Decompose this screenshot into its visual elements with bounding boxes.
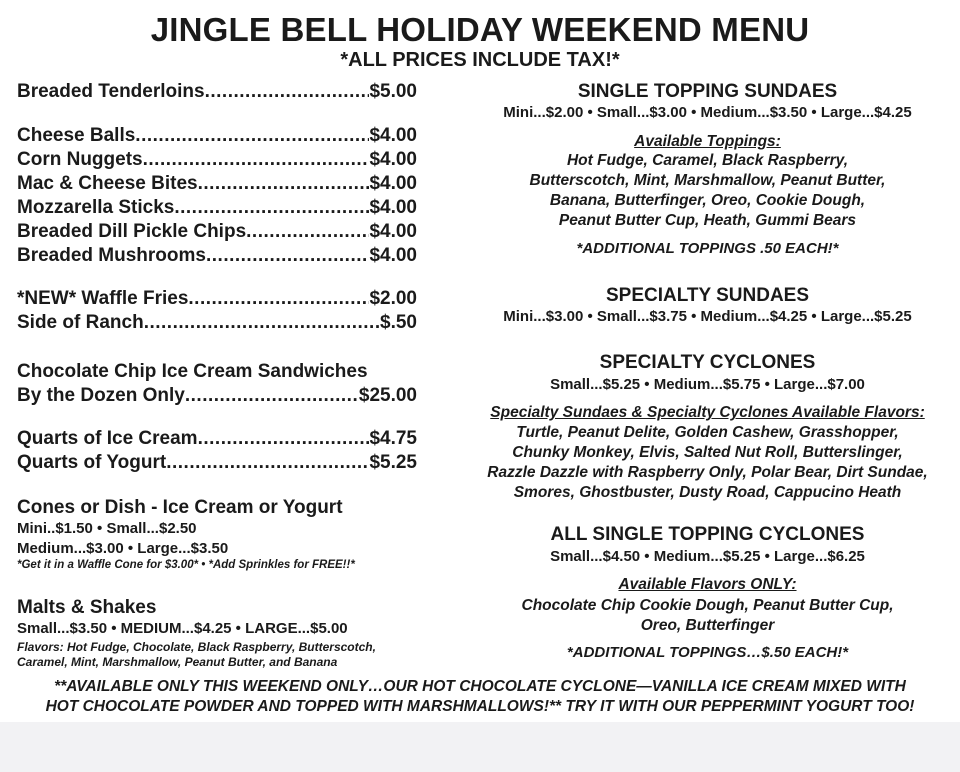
single-cyclones-prices: Small...$4.50 • Medium...$5.25 • Large...$6.25 (550, 548, 865, 565)
topping-line: Hot Fudge, Caramel, Black Raspberry, (566, 152, 849, 169)
leader-dots (166, 451, 369, 475)
menu-item-sandwich-dozen (17, 384, 417, 408)
item-name: *NEW* Waffle Fries (17, 288, 189, 309)
menu-item-quarts-yogurt (17, 451, 417, 475)
malts-heading: Malts & Shakes (17, 597, 157, 618)
item-price: $4.00 (369, 197, 417, 218)
leader-dots (206, 244, 369, 268)
item-price: $4.00 (369, 245, 417, 266)
item-name: Mozzarella Sticks (17, 197, 175, 218)
malts-flavors-2: Caramel, Mint, Marshmallow, Peanut Butter, and Banana (17, 655, 338, 669)
leader-dots (174, 196, 369, 220)
cones-prices-2: Medium...$3.00 • Large...$3.50 (17, 540, 229, 557)
specialty-cyclones-heading: SPECIALTY CYCLONES (599, 352, 816, 373)
item-price: $5.00 (369, 81, 417, 102)
cones-heading: Cones or Dish - Ice Cream or Yogurt (17, 497, 343, 518)
menu-item-mac-cheese-bites (17, 172, 417, 196)
menu-item-corn-nuggets (17, 148, 417, 172)
menu-item-breaded-mushrooms (17, 244, 417, 268)
item-name: Side of Ranch (17, 312, 144, 333)
cones-note: *Get it in a Waffle Cone for $3.00* • *Add Sprinkles for FREE!!* (17, 559, 355, 571)
cyclone-flavors-label: Available Flavors ONLY: (618, 576, 797, 593)
flavor-line: Turtle, Peanut Delite, Golden Cashew, Grasshopper, (516, 424, 899, 441)
menu-item-dill-pickle-chips (17, 220, 417, 244)
leader-dots (198, 172, 370, 196)
leader-dots (188, 287, 369, 311)
leader-dots (205, 80, 370, 104)
menu-item-waffle-fries (17, 287, 417, 311)
leader-dots (246, 220, 369, 244)
item-price: $25.00 (358, 385, 417, 406)
specialty-sundaes-prices: Mini...$3.00 • Small...$3.75 • Medium...$4.25 • Large...$5.25 (503, 308, 912, 325)
cones-prices-1: Mini..$1.50 • Small...$2.50 (17, 520, 197, 537)
item-name: Quarts of Ice Cream (17, 428, 198, 449)
cyclone-flavor-line: Oreo, Butterfinger (640, 617, 775, 634)
menu-title: JINGLE BELL HOLIDAY WEEKEND MENU (150, 11, 810, 48)
flavor-line: Chunky Monkey, Elvis, Salted Nut Roll, Butterslinger, (512, 444, 903, 461)
item-name: Cheese Balls (17, 125, 136, 146)
menu-item-mozzarella-sticks (17, 196, 417, 220)
item-price: $4.00 (369, 125, 417, 146)
item-name: Mac & Cheese Bites (17, 173, 198, 194)
toppings-label: Available Toppings: (634, 133, 781, 150)
specialty-cyclones-prices: Small...$5.25 • Medium...$5.75 • Large...$7.00 (550, 376, 865, 393)
item-name: Breaded Mushrooms (17, 245, 206, 266)
item-price: $4.00 (369, 149, 417, 170)
item-price: $4.75 (369, 428, 417, 449)
menu-item-breaded-tenderloins (17, 80, 417, 104)
item-name: Corn Nuggets (17, 149, 143, 170)
menu-item-side-of-ranch (17, 311, 417, 335)
single-sundaes-heading: SINGLE TOPPING SUNDAES (577, 81, 838, 102)
item-name: Breaded Dill Pickle Chips (17, 221, 247, 242)
menu-item-cheese-balls (17, 124, 417, 148)
single-sundaes-prices: Mini...$2.00 • Small...$3.00 • Medium...$3.50 • Large...$4.25 (503, 104, 912, 121)
tax-note: *ALL PRICES INCLUDE TAX!* (340, 49, 620, 71)
leader-dots (135, 124, 369, 148)
menu-item-quarts-ice-cream (17, 427, 417, 451)
single-cyclones-heading: ALL SINGLE TOPPING CYCLONES (550, 524, 865, 545)
topping-line: Banana, Butterfinger, Oreo, Cookie Dough, (549, 192, 866, 209)
malts-flavors-1: Flavors: Hot Fudge, Chocolate, Black Raspberry, Butterscotch, (17, 640, 376, 654)
item-price: $4.00 (369, 221, 417, 242)
item-price: $2.00 (369, 288, 417, 309)
item-name: Quarts of Yogurt (17, 452, 167, 473)
item-name: By the Dozen Only (17, 385, 185, 406)
leader-dots (143, 148, 370, 172)
item-price: $4.00 (369, 173, 417, 194)
item-price: $.50 (380, 312, 417, 333)
flavor-line: Smores, Ghostbuster, Dusty Road, Cappucino Heath (513, 484, 902, 501)
leader-dots (185, 384, 359, 408)
item-name: Breaded Tenderloins (17, 81, 205, 102)
cyclone-additional-note: *ADDITIONAL TOPPINGS…$.50 EACH!* (566, 644, 849, 661)
leader-dots (144, 311, 380, 335)
leader-dots (198, 427, 370, 451)
topping-line: Butterscotch, Mint, Marshmallow, Peanut Butter, (529, 172, 886, 189)
cyclone-flavor-line: Chocolate Chip Cookie Dough, Peanut Butter Cup, (521, 597, 894, 614)
item-price: $5.25 (369, 452, 417, 473)
sandwich-heading: Chocolate Chip Ice Cream Sandwiches (17, 361, 368, 382)
footer-line-2: HOT CHOCOLATE POWDER AND TOPPED WITH MARSHMALLOWS!** TRY IT WITH OUR PEPPERMINT YOGURT TOO! (45, 698, 915, 715)
additional-toppings-note: *ADDITIONAL TOPPINGS .50 EACH!* (576, 240, 839, 257)
specialty-flavors-label: Specialty Sundaes & Specialty Cyclones Available Flavors: (490, 404, 925, 421)
topping-line: Peanut Butter Cup, Heath, Gummi Bears (558, 212, 857, 229)
footer-line-1: **AVAILABLE ONLY THIS WEEKEND ONLY…OUR HOT CHOCOLATE CYCLONE—VANILLA ICE CREAM MIXED WITH (54, 678, 906, 695)
flavor-line: Razzle Dazzle with Raspberry Only, Polar Bear, Dirt Sundae, (487, 464, 928, 481)
malts-prices: Small...$3.50 • MEDIUM...$4.25 • LARGE...$5.00 (17, 620, 348, 637)
specialty-sundaes-heading: SPECIALTY SUNDAES (605, 285, 810, 306)
